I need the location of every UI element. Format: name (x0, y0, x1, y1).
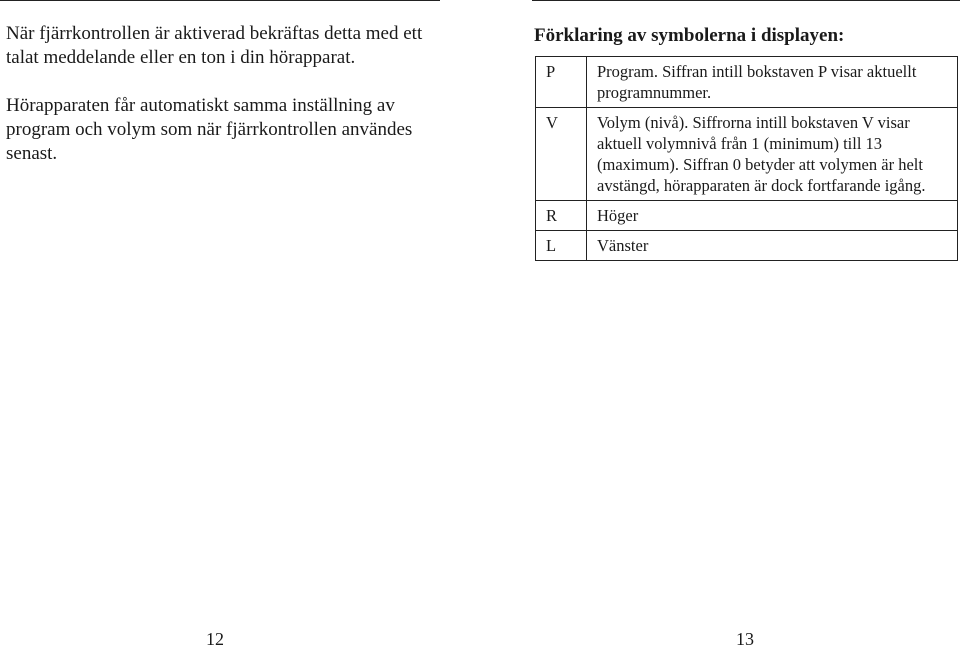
paragraph-activation: När fjärrkontrollen är aktiverad bekräftas detta med ett talat meddelande eller en ton i din hörapparat. (6, 23, 423, 68)
legend-description: Höger (587, 201, 958, 231)
legend-heading: Förklaring av symbolerna i displayen: (534, 25, 845, 46)
legend-row-program (536, 57, 958, 108)
paragraph-settings: Hörapparaten får automatiskt samma inställning av program och volym som när fjärrkontrollen användes senast. (6, 95, 413, 164)
legend-description: Program. Siffran intill bokstaven P visar aktuellt programnummer. (587, 57, 958, 108)
top-rule-right (532, 0, 960, 1)
legend-symbol: R (536, 201, 587, 231)
legend-symbol: P (536, 57, 587, 108)
legend-description: Volym (nivå). Siffrorna intill bokstaven V visar aktuell volymnivå från 1 (minimum) till 13 (maximum). Siffran 0 betyder att volymen är helt avstängd, hörapparaten är dock fortfarande igång. (587, 108, 958, 201)
left-page-body (6, 22, 436, 190)
legend-row-left (536, 231, 958, 261)
legend-row-volume (536, 108, 958, 201)
page-number-right: 13 (736, 629, 754, 649)
legend-symbol: L (536, 231, 587, 261)
top-rule-left (0, 0, 440, 1)
legend-symbol: V (536, 108, 587, 201)
page-number-left: 12 (206, 629, 224, 649)
symbol-legend-table (535, 56, 958, 261)
legend-description: Vänster (587, 231, 958, 261)
legend-row-right (536, 201, 958, 231)
